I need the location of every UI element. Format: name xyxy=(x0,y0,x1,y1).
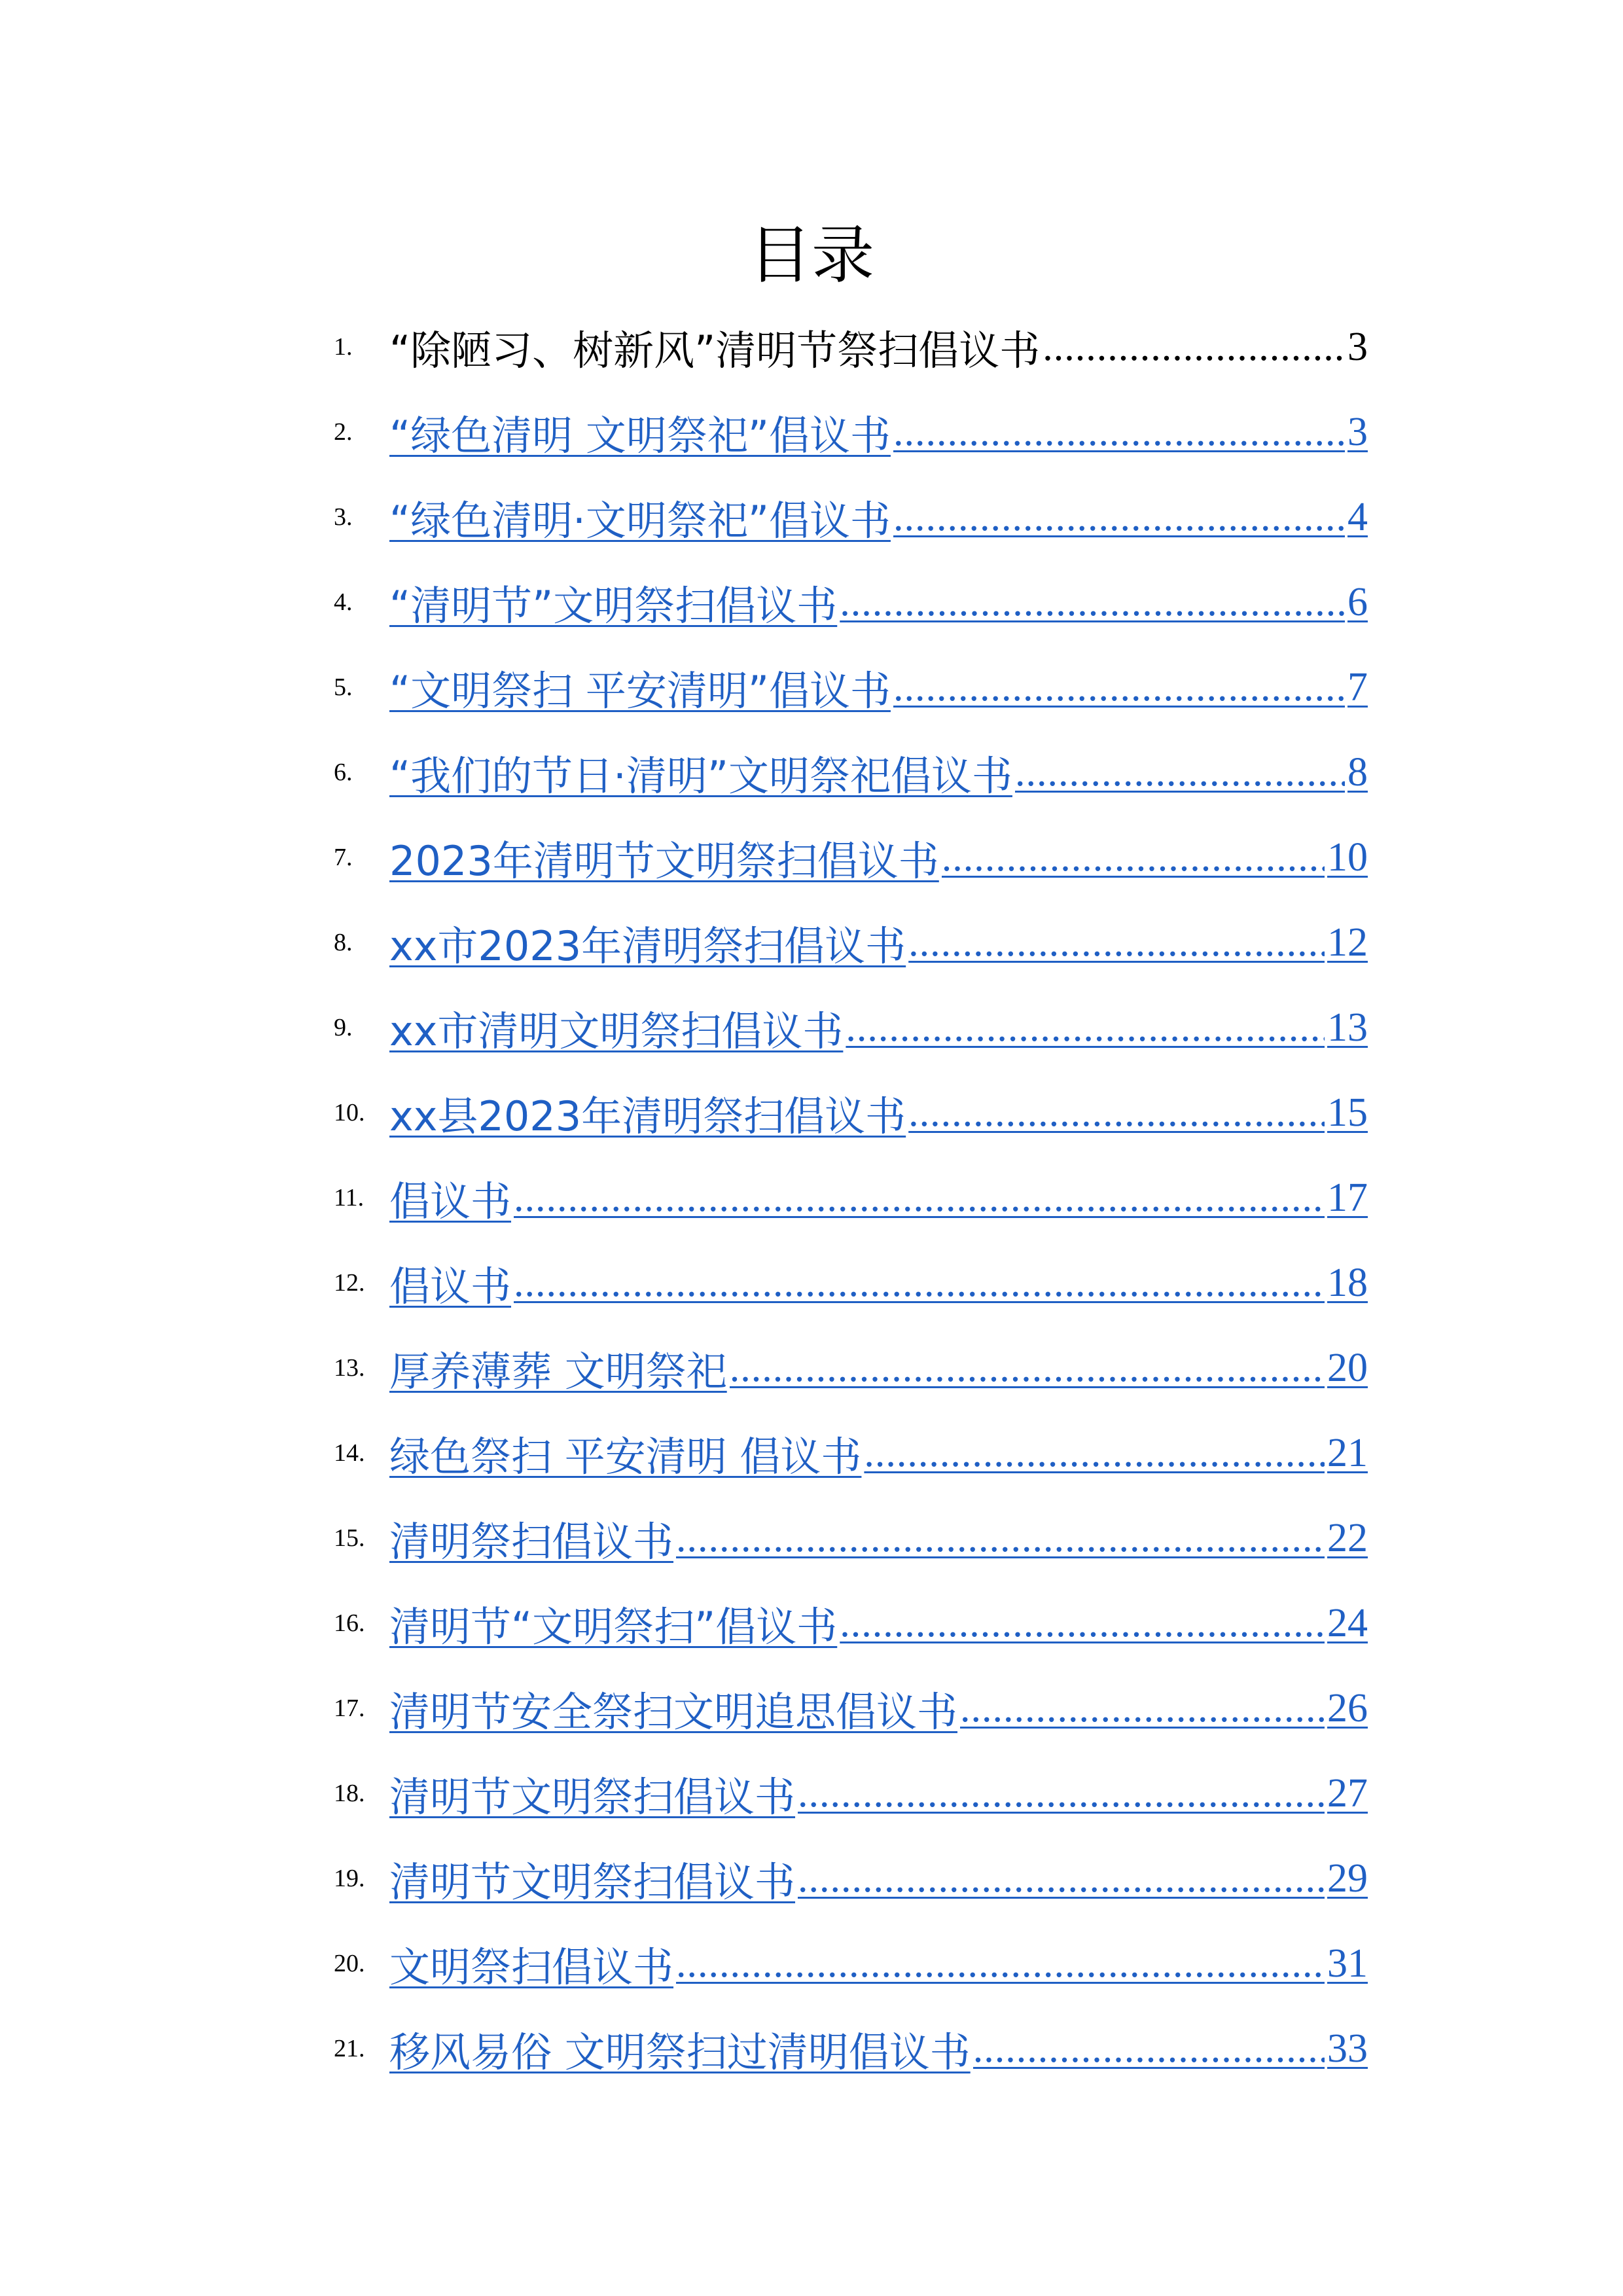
toc-entry-title: 2023年清明节文明祭扫倡议书 xyxy=(389,836,939,885)
toc-entry-title: “我们的节日·清明”文明祭祀倡议书 xyxy=(389,751,1012,800)
toc-entry-title: xx市清明文明祭扫倡议书 xyxy=(389,1007,844,1055)
toc-entry-title: 清明节“文明祭扫”倡议书 xyxy=(389,1602,838,1651)
toc-entry xyxy=(334,1751,1368,1836)
toc-entry xyxy=(334,560,1368,645)
toc-entry-number: 21. xyxy=(334,2035,365,2062)
toc-dot-leader xyxy=(730,1345,1325,1391)
toc-entry xyxy=(334,389,1368,475)
toc-entry xyxy=(334,1496,1368,1581)
toc-entry xyxy=(334,1155,1368,1240)
toc-entry-number: 16. xyxy=(334,1609,365,1637)
toc-entry-number: 8. xyxy=(334,929,353,956)
toc-entry-page-number: 20 xyxy=(1327,1345,1368,1390)
toc-entry-page-number: 4 xyxy=(1347,494,1368,539)
toc-dot-leader xyxy=(908,920,1325,966)
toc-entry-number: 12. xyxy=(334,1269,365,1297)
toc-entry xyxy=(334,730,1368,815)
toc-dot-leader xyxy=(840,579,1345,626)
toc-dot-leader xyxy=(942,834,1325,881)
toc-entry-title: 清明节文明祭扫倡议书 xyxy=(389,1857,796,1906)
toc-entry xyxy=(334,1410,1368,1496)
toc-entry-number: 6. xyxy=(334,759,353,786)
toc-entry-link[interactable] xyxy=(389,1325,1368,1410)
toc-entry-number: 7. xyxy=(334,844,353,871)
toc-entry-page-number: 33 xyxy=(1327,2026,1368,2071)
toc-dot-leader xyxy=(676,1515,1325,1562)
toc-entry-title: 绿色祭扫 平安清明 倡议书 xyxy=(389,1432,862,1480)
toc-entry-title: 清明节文明祭扫倡议书 xyxy=(389,1772,796,1821)
toc-dot-leader xyxy=(840,1600,1325,1647)
toc-entry xyxy=(334,900,1368,985)
toc-entry-page-number: 21 xyxy=(1327,1430,1368,1475)
toc-entry xyxy=(334,1325,1368,1410)
toc-dot-leader xyxy=(1043,324,1345,370)
toc-entry-title: “文明祭扫 平安清明”倡议书 xyxy=(389,666,891,715)
toc-entry-title: “清明节”文明祭扫倡议书 xyxy=(389,581,838,630)
toc-entry-title: 厚养薄葬 文明祭祀 xyxy=(389,1347,727,1395)
toc-entry-link[interactable] xyxy=(389,1581,1368,1666)
toc-entry-page-number: 3 xyxy=(1347,409,1368,454)
toc-entry-page-number: 29 xyxy=(1327,1856,1368,1901)
toc-entry-link[interactable] xyxy=(389,730,1368,815)
toc-entry xyxy=(334,645,1368,730)
toc-entry-link[interactable] xyxy=(389,815,1368,900)
page-title: 目录 xyxy=(749,219,874,292)
toc-entry-page-number: 31 xyxy=(1327,1941,1368,1986)
toc-entry-title: 移风易俗 文明祭扫过清明倡议书 xyxy=(389,2028,971,2076)
toc-entry xyxy=(334,1240,1368,1325)
toc-entry-link[interactable] xyxy=(389,1496,1368,1581)
toc-entry-title: xx市2023年清明祭扫倡议书 xyxy=(389,922,906,970)
toc-entry-link[interactable] xyxy=(389,985,1368,1070)
toc-entry-title: 清明节安全祭扫文明追思倡议书 xyxy=(389,1687,958,1736)
toc-entry xyxy=(334,815,1368,900)
toc-dot-leader xyxy=(893,664,1345,711)
toc-dot-leader xyxy=(514,1260,1325,1306)
toc-entry-title: 倡议书 xyxy=(389,1262,512,1310)
toc-entry-page-number: 24 xyxy=(1327,1600,1368,1645)
toc-entry-page-number: 15 xyxy=(1327,1090,1368,1135)
toc-entry xyxy=(334,475,1368,560)
toc-entry xyxy=(334,985,1368,1070)
toc-entry-link[interactable] xyxy=(389,1410,1368,1496)
toc-entry-page-number: 22 xyxy=(1327,1515,1368,1560)
toc-entry-title: “绿色清明·文明祭祀”倡议书 xyxy=(389,496,891,545)
toc-dot-leader xyxy=(893,409,1345,456)
toc-entry-title: “绿色清明 文明祭祀”倡议书 xyxy=(389,411,891,459)
toc-entry-page-number: 18 xyxy=(1327,1260,1368,1305)
toc-dot-leader xyxy=(846,1005,1325,1051)
toc-entry-link[interactable] xyxy=(389,389,1368,475)
toc-entry-link[interactable] xyxy=(389,645,1368,730)
toc-entry-page-number: 7 xyxy=(1347,664,1368,709)
toc-entry-link[interactable] xyxy=(389,1836,1368,1921)
table-of-contents xyxy=(334,304,1368,2091)
toc-entry-number: 18. xyxy=(334,1780,365,1807)
toc-entry xyxy=(334,1836,1368,1921)
toc-entry xyxy=(334,1070,1368,1155)
toc-entry xyxy=(334,1921,1368,2006)
toc-entry-link[interactable] xyxy=(389,475,1368,560)
toc-entry-number: 5. xyxy=(334,673,353,701)
toc-entry-page-number: 17 xyxy=(1327,1175,1368,1220)
toc-entry xyxy=(334,1666,1368,1751)
toc-entry-title: 文明祭扫倡议书 xyxy=(389,1943,674,1991)
toc-entry-number: 2. xyxy=(334,418,353,446)
toc-entry-page-number: 13 xyxy=(1327,1005,1368,1050)
toc-dot-leader xyxy=(1015,749,1345,796)
toc-dot-leader xyxy=(514,1175,1325,1221)
toc-dot-leader xyxy=(893,494,1345,541)
toc-entry-page-number: 10 xyxy=(1327,834,1368,880)
toc-entry-number: 11. xyxy=(334,1184,365,1211)
toc-entry-link[interactable] xyxy=(389,1751,1368,1836)
toc-entry-number: 10. xyxy=(334,1099,365,1126)
toc-entry-number: 15. xyxy=(334,1524,365,1552)
toc-dot-leader xyxy=(960,1685,1325,1732)
toc-entry-page-number: 6 xyxy=(1347,579,1368,624)
toc-entry-title: 清明祭扫倡议书 xyxy=(389,1517,674,1566)
toc-dot-leader xyxy=(864,1430,1325,1477)
toc-entry-number: 19. xyxy=(334,1865,365,1892)
toc-entry-page-number: 8 xyxy=(1347,749,1368,795)
toc-entry-title: “除陋习、树新风”清明节祭扫倡议书 xyxy=(389,326,1041,374)
toc-entry-link[interactable] xyxy=(389,1070,1368,1155)
toc-entry-number: 9. xyxy=(334,1014,353,1041)
toc-entry-title: xx县2023年清明祭扫倡议书 xyxy=(389,1092,906,1140)
toc-entry-link[interactable] xyxy=(389,560,1368,645)
toc-entry-number: 17. xyxy=(334,1695,365,1722)
toc-entry-link[interactable] xyxy=(389,304,1368,389)
toc-entry-number: 4. xyxy=(334,588,353,616)
toc-dot-leader xyxy=(973,2026,1325,2072)
toc-dot-leader xyxy=(798,1770,1325,1817)
toc-dot-leader xyxy=(798,1856,1325,1902)
toc-entry-page-number: 27 xyxy=(1327,1770,1368,1816)
toc-entry-link[interactable] xyxy=(389,1921,1368,2006)
toc-entry xyxy=(334,2006,1368,2091)
toc-entry-number: 13. xyxy=(334,1354,365,1382)
toc-entry-title: 倡议书 xyxy=(389,1177,512,1225)
toc-entry-number: 20. xyxy=(334,1950,365,1977)
toc-entry-number: 1. xyxy=(334,333,353,361)
toc-entry-number: 14. xyxy=(334,1439,365,1467)
toc-entry-link[interactable] xyxy=(389,1155,1368,1240)
toc-entry xyxy=(334,304,1368,389)
toc-dot-leader xyxy=(676,1941,1325,1987)
toc-entry-link[interactable] xyxy=(389,2006,1368,2091)
toc-entry-link[interactable] xyxy=(389,1240,1368,1325)
toc-entry-page-number: 3 xyxy=(1347,324,1368,369)
toc-dot-leader xyxy=(908,1090,1325,1136)
toc-entry xyxy=(334,1581,1368,1666)
toc-entry-page-number: 26 xyxy=(1327,1685,1368,1731)
toc-entry-link[interactable] xyxy=(389,1666,1368,1751)
toc-entry-link[interactable] xyxy=(389,900,1368,985)
toc-entry-page-number: 12 xyxy=(1327,920,1368,965)
toc-entry-number: 3. xyxy=(334,503,353,531)
